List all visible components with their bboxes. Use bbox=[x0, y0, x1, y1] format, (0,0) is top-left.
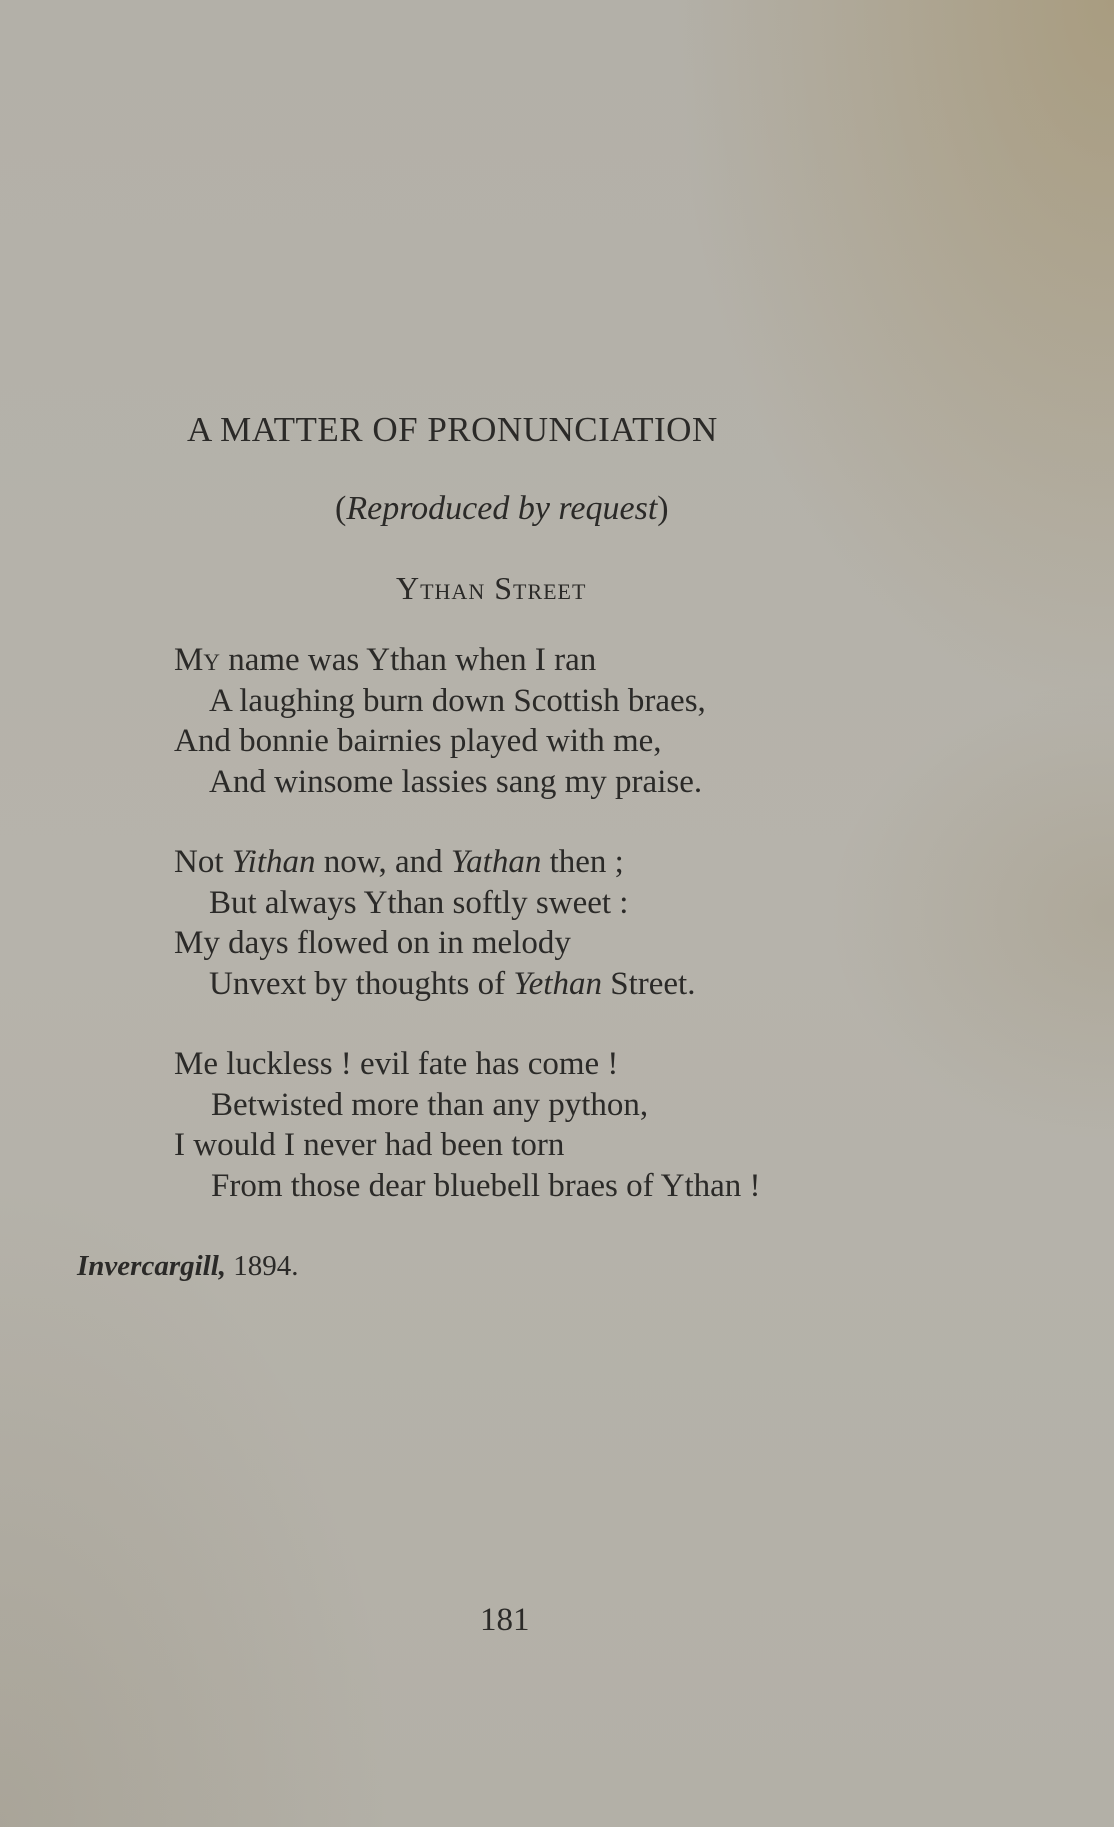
page-number: 181 bbox=[480, 1602, 530, 1638]
subtitle-close-paren: ) bbox=[657, 490, 669, 527]
poem-signature bbox=[77, 1250, 299, 1283]
poem-line bbox=[174, 842, 761, 883]
stanza-2 bbox=[174, 842, 761, 1004]
line-part: then ; bbox=[541, 844, 624, 880]
poem-line: My days flowed on in melody bbox=[174, 925, 571, 961]
poem-line: A laughing burn down Scottish braes, bbox=[209, 682, 706, 719]
poem-line: And bonnie bairnies played with me, bbox=[174, 723, 662, 759]
subtitle-open-paren: ( bbox=[335, 490, 347, 527]
line-part: Unvext by thoughts of bbox=[209, 965, 514, 1002]
line-first-word: My bbox=[174, 642, 220, 678]
poem-line: But always Ythan softly sweet : bbox=[209, 884, 629, 921]
line-part: Street. bbox=[601, 965, 696, 1002]
subtitle-text: Reproduced by request bbox=[346, 490, 658, 527]
signature-place: Invercargill, bbox=[77, 1250, 227, 1282]
poem-line: I would I never had been torn bbox=[174, 1127, 565, 1163]
stanza-3 bbox=[174, 1044, 761, 1206]
line-rest: name was Ythan when I ran bbox=[219, 642, 597, 678]
line-italic-word: Yethan bbox=[513, 965, 602, 1002]
stanza-1 bbox=[174, 640, 761, 802]
poem-line: And winsome lassies sang my praise. bbox=[209, 763, 703, 800]
poem-body bbox=[174, 640, 761, 1246]
poem-line: Me luckless ! evil fate has come ! bbox=[174, 1046, 619, 1082]
line-italic-word: Yithan bbox=[231, 844, 316, 880]
poem-line: From those dear bluebell braes of Ythan ! bbox=[211, 1167, 761, 1204]
signature-year: 1894. bbox=[226, 1250, 299, 1282]
poem-line bbox=[174, 640, 761, 681]
line-part: Not bbox=[174, 844, 232, 880]
poem-line: Betwisted more than any python, bbox=[211, 1086, 649, 1123]
line-part: now, and bbox=[315, 844, 451, 880]
poem-subtitle bbox=[335, 490, 669, 528]
poem-line bbox=[174, 964, 761, 1005]
poem-heading: Ythan Street bbox=[396, 570, 587, 606]
poem-title: A MATTER OF PRONUNCIATION bbox=[187, 410, 718, 449]
line-italic-word: Yathan bbox=[450, 844, 542, 880]
